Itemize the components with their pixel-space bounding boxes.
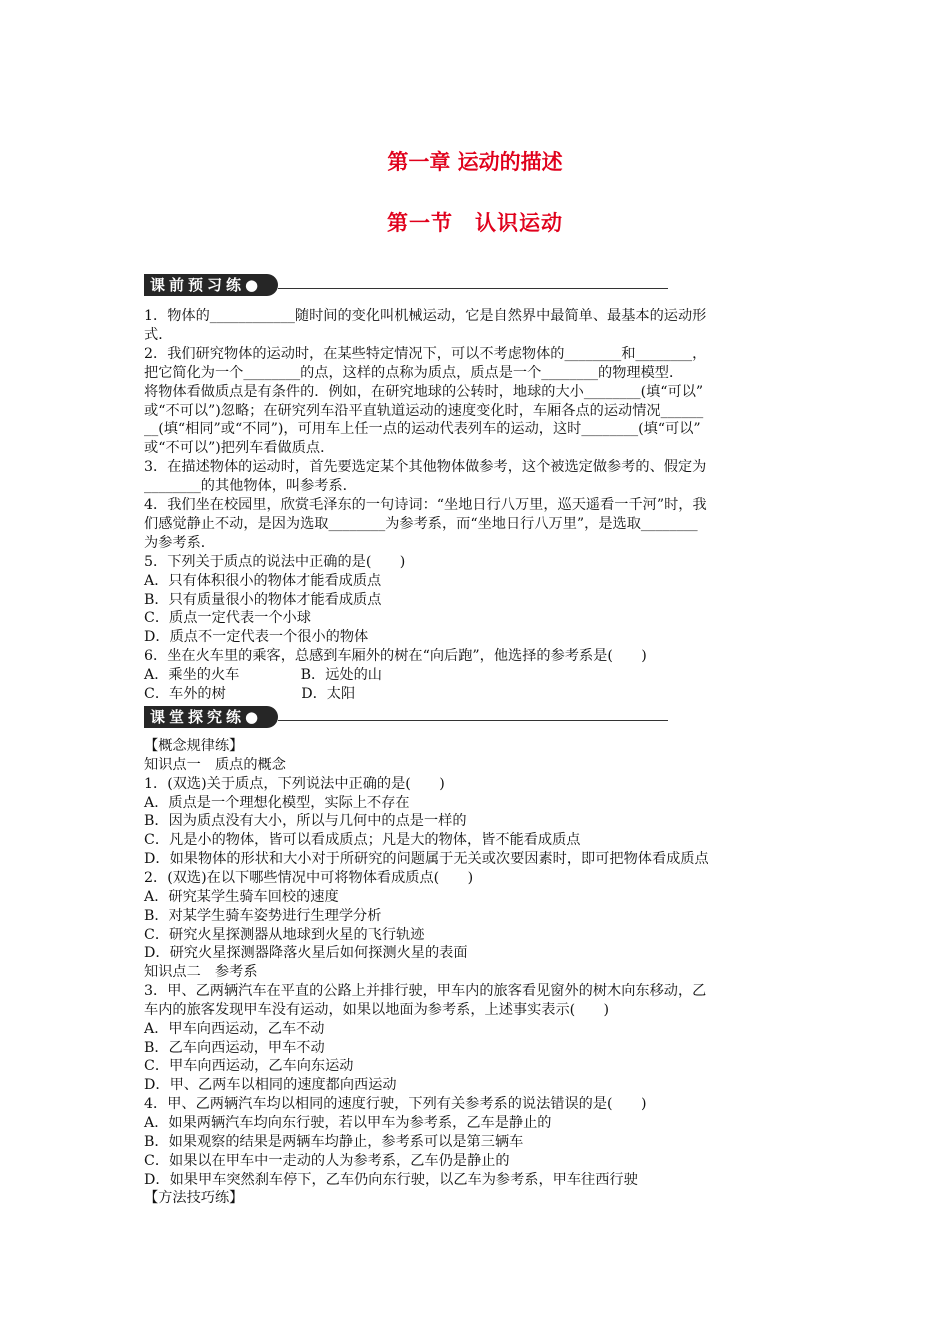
text-line: 1．物体的____________随时间的变化叫机械运动，它是自然界中最简单、最基本的运动形 — [144, 308, 707, 324]
banner-divider — [278, 288, 668, 289]
text-line: 知识点一 质点的概念 — [144, 756, 286, 773]
text-line: B．因为质点没有大小，所以与几何中的点是一样的 — [144, 813, 467, 830]
text-line: A．只有体积很小的物体才能看成质点 — [144, 572, 382, 589]
section-title: 第一节 认识运动 — [387, 211, 563, 235]
text-line: A．质点是一个理想化模型，实际上不存在 — [144, 794, 410, 811]
text-line: 将物体看做质点是有条件的．例如，在研究地球的公转时，地球的大小________(填“可以” — [144, 383, 704, 400]
text-line: D．如果甲车突然刹车停下，乙车仍向东行驶，以乙车为参考系，甲车往西行驶 — [144, 1171, 638, 1188]
text-line: 4．我们坐在校园里，欣赏毛泽东的一句诗词：“坐地日行八万里，巡天遥看一千河”时，我 — [144, 497, 707, 513]
text-line: 为参考系． — [144, 534, 215, 551]
text-line: D．甲、乙两车以相同的速度都向西运动 — [144, 1077, 397, 1094]
text-line: 【概念规律练】 — [144, 738, 244, 754]
text-line: 知识点二 参考系 — [144, 964, 258, 981]
text-line: 把它简化为一个________的点，这样的点称为质点，质点是一个________的物理模型． — [144, 364, 684, 381]
text-line: C．如果以在甲车中一走动的人为参考系，乙车仍是静止的 — [144, 1152, 510, 1169]
text-line: B．只有质量很小的物体才能看成质点 — [144, 591, 382, 608]
text-line: C．车外的树 D．太阳 — [144, 686, 356, 702]
text-line: 们感觉静止不动，是因为选取________为参考系，而“坐地日行八万里”，是选取________ — [144, 515, 698, 532]
text-line: B．如果观察的结果是两辆车均静止，参考系可以是第三辆车 — [144, 1133, 524, 1150]
text-line: C．凡是小的物体，皆可以看成质点；凡是大的物体，皆不能看成质点 — [144, 832, 581, 849]
text-line: 或“不可以”)忽略；在研究列车沿平直轨道运动的速度变化时，车厢各点的运动情况______ — [144, 402, 704, 419]
text-line: __(填“相同”或“不同”)，可用车上任一点的运动代表列车的运动，这时________(填“可以” — [144, 421, 701, 438]
text-line: 4．甲、乙两辆汽车均以相同的速度行驶，下列有关参考系的说法错误的是( ) — [144, 1096, 647, 1113]
text-line: 车内的旅客发现甲车没有运动，如果以地面为参考系，上述事实表示( ) — [144, 1001, 610, 1018]
text-line: 式． — [144, 326, 173, 343]
text-line: 3．甲、乙两辆汽车在平直的公路上并排行驶，甲车内的旅客看见窗外的树木向东移动，乙 — [144, 983, 707, 1000]
text-line: B．乙车向西运动，甲车不动 — [144, 1039, 325, 1056]
text-line: B．对某学生骑车姿势进行生理学分析 — [144, 907, 382, 924]
text-line: C．甲车向西运动，乙车向东运动 — [144, 1058, 354, 1075]
text-line: A．乘坐的火车 B．远处的山 — [144, 667, 382, 684]
text-line: C．质点一定代表一个小球 — [144, 610, 311, 627]
banner-divider — [278, 720, 668, 721]
text-line: A．研究某学生骑车回校的速度 — [144, 888, 339, 905]
text-line: ________的其他物体，叫参考系． — [144, 478, 357, 495]
text-line: D．研究火星探测器降落火星后如何探测火星的表面 — [144, 945, 468, 962]
text-line: 2．我们研究物体的运动时，在某些特定情况下，可以不考虑物体的________和________， — [144, 345, 707, 362]
classroom-exercise-label: 课堂探究练● — [144, 706, 278, 728]
text-line: D．质点不一定代表一个很小的物体 — [144, 629, 369, 646]
chapter-title: 第一章 运动的描述 — [387, 150, 563, 174]
text-line: 【方法技巧练】 — [144, 1190, 244, 1207]
preview-exercise-label: 课前预习练● — [144, 274, 278, 296]
text-line: 3．在描述物体的运动时，首先要选定某个其他物体做参考，这个被选定做参考的、假定为 — [144, 459, 707, 476]
text-line: A．甲车向西运动，乙车不动 — [144, 1020, 325, 1037]
text-line: 或“不可以”)把列车看做质点． — [144, 440, 335, 457]
text-line: 5．下列关于质点的说法中正确的是( ) — [144, 553, 406, 570]
text-line: 1．(双选)关于质点，下列说法中正确的是( ) — [144, 775, 445, 792]
text-line: C．研究火星探测器从地球到火星的飞行轨迹 — [144, 926, 425, 943]
text-line: A．如果两辆汽车均向东行驶，若以甲车为参考系，乙车是静止的 — [144, 1115, 552, 1131]
text-line: D．如果物体的形状和大小对于所研究的问题属于无关或次要因素时，即可把物体看成质点 — [144, 851, 709, 868]
text-line: 6．坐在火车里的乘客，总感到车厢外的树在“向后跑”，他选择的参考系是( ) — [144, 648, 647, 665]
text-line: 2．(双选)在以下哪些情况中可将物体看成质点( ) — [144, 869, 474, 886]
